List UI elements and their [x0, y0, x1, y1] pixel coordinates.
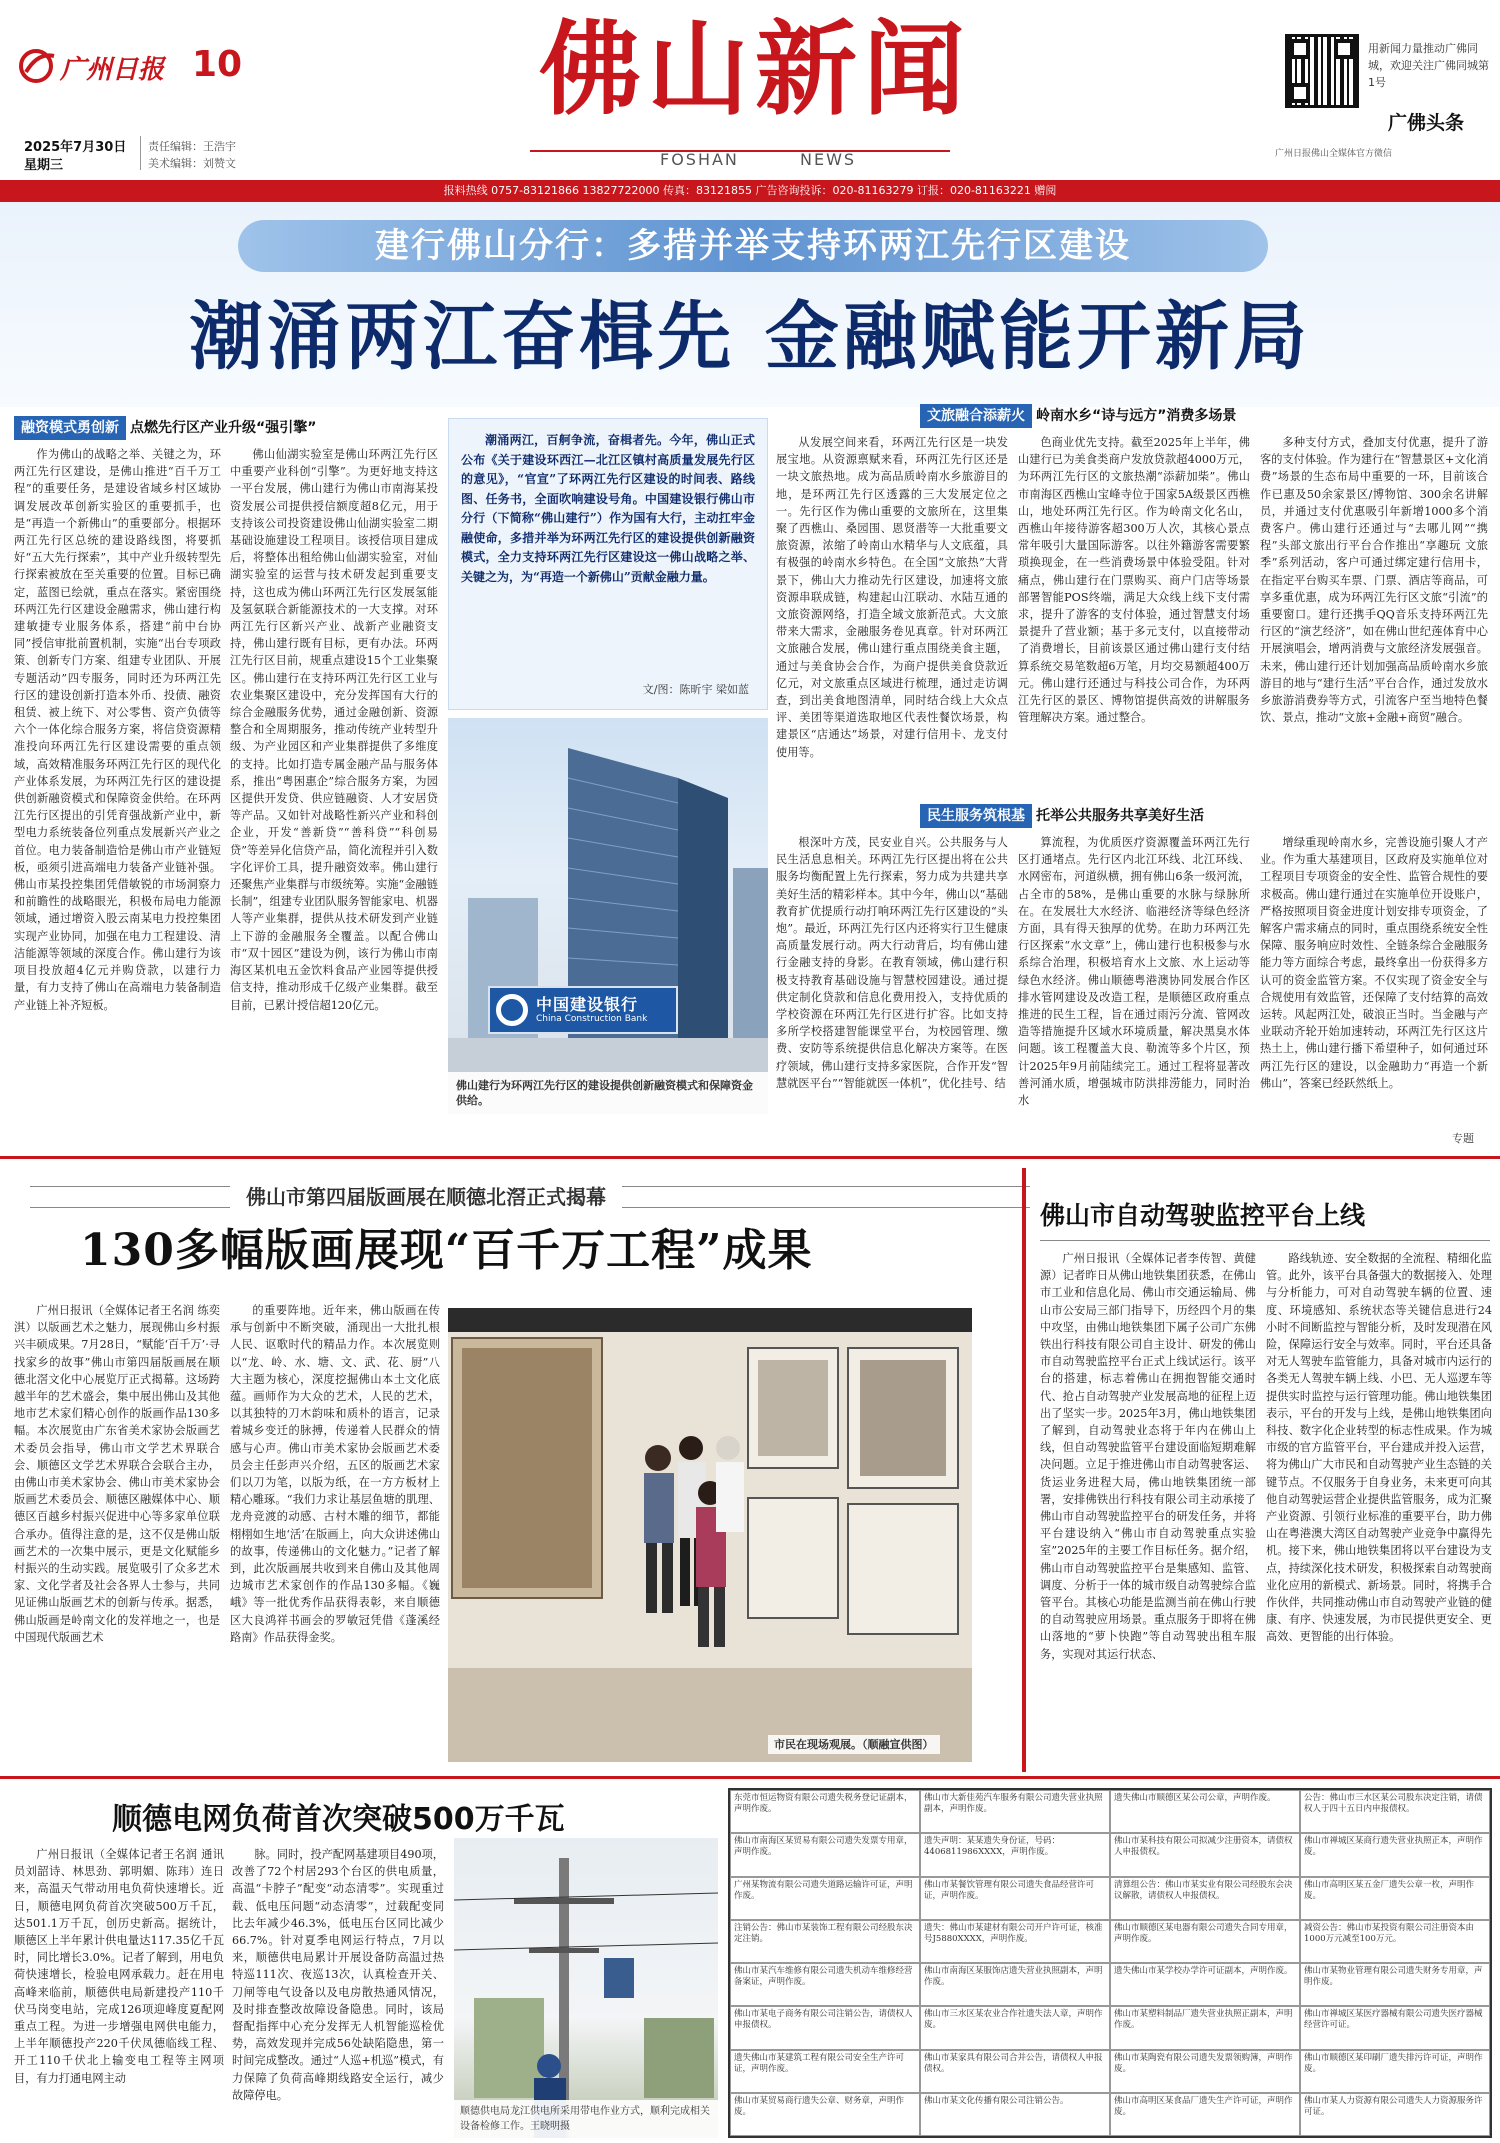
- autodrive-box: [1022, 1168, 1496, 1772]
- classified-ad: 佛山市某餐饮管理有限公司遗失食品经营许可证，声明作废。: [920, 1877, 1110, 1920]
- title-en-news: NEWS: [800, 150, 857, 169]
- prints-headline: 130多幅版画展现“百千万工程”成果: [80, 1225, 813, 1276]
- hotline-bar: [0, 180, 1500, 202]
- newspaper-logo: [16, 46, 176, 86]
- classified-ad: 佛山市某塑料制品厂遗失营业执照正副本，声明作废。: [1110, 2006, 1300, 2049]
- qr-code: [1285, 34, 1359, 108]
- classified-ad: 遗失佛山市某学校办学许可证副本，声明作废。: [1110, 1963, 1300, 2006]
- prints-photo-caption: 市民在现场观展。（顺融宣供图）: [768, 1735, 940, 1754]
- classified-ad: 佛山市大新佳苑汽车服务有限公司遗失营业执照副本，声明作废。: [920, 1790, 1110, 1833]
- masthead: [0, 0, 1500, 178]
- brand-icon: [16, 46, 60, 86]
- classified-ad: 佛山市顺德区某电器有限公司遗失合同专用章，声明作废。: [1110, 1920, 1300, 1963]
- classified-ad: 遗失佛山市顺德区某公司公章，声明作废。: [1110, 1790, 1300, 1833]
- classified-ad: 佛山市某人力资源有限公司遗失人力资源服务许可证。: [1300, 2093, 1490, 2136]
- section1-title: 点燃先行区产业升级“强引擎”: [130, 420, 317, 436]
- classified-ad: 遗失：佛山市某建材有限公司开户许可证，核准号J5880XXXX，声明作废。: [920, 1920, 1110, 1963]
- lead-photo: [448, 718, 768, 1114]
- classified-ad: 清算组公告：佛山市某实业有限公司经股东会决议解散，请债权人申报债权。: [1110, 1877, 1300, 1920]
- bank-logo-en: China Construction Bank: [536, 1014, 648, 1024]
- brand-name: 广州日报: [60, 55, 165, 85]
- title-en-foshan: FOSHAN: [660, 150, 739, 169]
- grid-col1: 广州日报讯（全媒体记者王名润 通讯员刘韶诗、林思劲、郭明媚、陈玮）连日来，高温天气带动用电负荷快速增长。近日，顺德电网负荷首次突破500万千瓦，达501.1万千瓦，创历史新高。据统计，顺德区上半年累计供电量达117.35亿千瓦时，同比增长3.0%。记者了解到，用电负荷快速增长，检验电网承载力。赶在用电高峰来临前，顺德供电局新建投产110千伏马岗变电站，完成126项迎峰度夏配网重点工程。为进一步增强电网供电能力，上半年顺德投产220千伏凤德临线工程、开工110千伏北上输变电工程等主网项目，有力打通电网主动: [14, 1848, 224, 2085]
- autodrive-headline: 佛山市自动驾驶监控平台上线: [1040, 1201, 1366, 1230]
- gallery-illustration: [448, 1308, 972, 1762]
- classified-ad: 佛山市某贸易商行遗失公章、财务章，声明作废。: [730, 2093, 920, 2136]
- classified-ad: 佛山市南海区某服饰店遗失营业执照副本，声明作废。: [920, 1963, 1110, 2006]
- issue-date: 2025年7月30日: [24, 140, 127, 155]
- classified-ad: 佛山市三水区某农业合作社遗失法人章，声明作废。: [920, 2006, 1110, 2049]
- section3-tag: 民生服务筑根基: [920, 804, 1032, 828]
- divider: [140, 136, 141, 170]
- grid-photo-caption: 顺德供电局龙江供电所采用带电作业方式，顺利完成相关设备检修工作。王晓明摄: [454, 2100, 718, 2138]
- lead-section1-head: [14, 416, 454, 440]
- classified-ad: 注销公告：佛山市某装饰工程有限公司经股东决定注销。: [730, 1920, 920, 1963]
- lead-photo-caption: 佛山建行为环两江先行区的建设提供创新融资模式和保障资金供给。: [448, 1072, 768, 1114]
- lead-banner-area: [0, 202, 1500, 407]
- bank-logo-cn: 中国建设银行: [536, 995, 639, 1014]
- prints-kicker: 佛山市第四届版画展在顺德北滘正式揭幕: [230, 1183, 622, 1211]
- prints-photo: [448, 1308, 972, 1762]
- section-divider: [0, 1156, 1500, 1159]
- classified-ad: 东莞市恒运物资有限公司遗失税务登记证副本，声明作废。: [730, 1790, 920, 1833]
- classified-ad: 佛山市顺德区某印刷厂遗失排污许可证，声明作废。: [1300, 2050, 1490, 2093]
- classified-ad: 佛山市某科技有限公司拟减少注册资本，请债权人申报债权。: [1110, 1833, 1300, 1876]
- classified-ad: 遗失佛山市某建筑工程有限公司安全生产许可证，声明作废。: [730, 2050, 920, 2093]
- editor-credit: 责任编辑：王浩宇: [148, 140, 236, 153]
- lead-intro-box: [448, 418, 768, 710]
- section1-tag: 融资模式勇创新: [14, 416, 126, 440]
- lead-banner-text: 建行佛山分行：多措并举支持环两江先行区建设: [375, 226, 1131, 266]
- prints-col1: 广州日报讯（全媒体记者王名润 练奕淇）以版画艺术之魅力，展现佛山乡村振兴丰硕成果。7月28日，“赋能‘百千万’·寻找家乡的故事”佛山市第四届版画展在顺德北滘文化中心展览厅正式揭幕。这场跨越半年的艺术盛会，集中展出佛山及其他地市艺术家们精心创作的版画作品130多幅。本次展览由广东省美术家协会版画艺术委员会指导，佛山市文学艺术界联合会、顺德区文学艺术界联合会联合主办，由佛山市美术家协会、佛山市美术家协会版画艺术委员会、顺德区融媒体中心、顺德区百越乡村振兴促进中心等多家单位联合承办。值得注意的是，这不仅是佛山版画艺术的一次集中展示，更是文化赋能乡村振兴的生动实践。展览吸引了众多艺术家、文化学者及社会各界人士参与，共同见证佛山版画艺术的创新与传承。据悉，佛山版画是岭南文化的发祥地之一，也是中国现代版画艺术: [14, 1304, 220, 1644]
- hotline-text: 报料热线 0757-83121866 13827722000 传真：83121855 广告咨询投诉：020-81163279 订报：020-81163221 赠阅: [443, 184, 1057, 197]
- bank-logo-icon: [496, 994, 528, 1026]
- lead-intro-byline: 文/图：陈昕宇 梁如蓝: [642, 683, 749, 696]
- skyscraper-illustration: [448, 718, 768, 1114]
- classified-ad: 佛山市某家具有限公司合并公告，请债权人申报债权。: [920, 2050, 1110, 2093]
- bank-sign: [488, 986, 678, 1034]
- classified-ad: 佛山市某电子商务有限公司注销公告，请债权人申报债权。: [730, 2006, 920, 2049]
- classified-ads: [728, 1788, 1492, 2138]
- power-pole-illustration: [454, 1838, 718, 2138]
- classified-ad: 佛山市高明区某五金厂遗失公章一枚，声明作废。: [1300, 1877, 1490, 1920]
- art-editor-credit: 美术编辑：刘赞文: [148, 157, 236, 170]
- classified-ad: 佛山市禅城区某医疗器械有限公司遗失医疗器械经营许可证。: [1300, 2006, 1490, 2049]
- grid-headline: 顺德电网负荷首次突破500万千瓦: [112, 1802, 565, 1837]
- qr-sub: 广州日报佛山全媒体官方微信: [1275, 149, 1393, 159]
- classified-ad: 广州某物流有限公司遗失道路运输许可证，声明作废。: [730, 1877, 920, 1920]
- classified-ad: 佛山市某物业管理有限公司遗失财务专用章，声明作废。: [1300, 1963, 1490, 2006]
- lead-intro: 潮涌两江，百舸争流，奋楫者先。今年，佛山正式公布《关于建设环西江—北江区镇村高质量发展先行区的意见》，“官宣”了环两江先行区建设的时间表、路线图、任务书，全面吹响建设号角。中国建设银行佛山市分行（下简称“佛山建行”）作为国有大行，主动扛牢金融使命，多措并举为环两江先行区的建设提供创新融资模式，全力支持环两江先行区建设这一佛山战略之举、关键之为，为“再造一个新佛山”贡献金融力量。: [461, 433, 755, 584]
- lead-col8: 增绿重现岭南水乡，完善设施引聚人才产业。作为重大基建项目，区政府及实施单位对工程项目专项资金的安全性、监管合规性的要求极高。佛山建行通过在实施单位开设账户，严格按照项目资金进度计划安排专项资金，了解客户需求痛点的同时，重点围绕系统安全性保障、服务响应时效性、全链条综合金融服务能力等方面综合考虑，最终拿出一份获得多方认可的资金监管方案。不仅实现了资金安全与合规使用有效监管，还保障了支付结算的高效运转。风起两江处，破浪正当时。当金融与产业联动齐轮开始加速转动，环两江先行区这片热土上，佛山建行播下希望种子，如何通过环两江先行区的建设，以金融助力“再造一个新佛山”，答案已经跃然纸上。: [1260, 836, 1488, 1090]
- lead-col1: 作为佛山的战略之举、关键之为，环两江先行区建设，是佛山推进“百千万工程”的重要任务，是建设省域乡村区域协调发展改革创新实验区的重要抓手，也是“再造一个新佛山”的重要部分。根据环两江先行区总统的建设路线图，将要抓好“五大先行探索”，其中产业升级转型先行探索被放在至关重要的位置。目标已确定，蓝图已绘就，重点在落实。紧密围绕环两江先行区建设金融需求，佛山建行构建敏捷专业服务体系，搭建“前中台协同”授信审批前置机制，实施“出台专项政策、创新专门方案、组建专业团队、开展专题活动”四专服务，同时还为环两江先行区的建设创新打造本外币、投债、融资租赁、被上统下、对公零售、资产负债等六个一体化综合服务方案，将信贷资源精准投向环两江先行区建设需要的重点领域，高效精准服务环两江先行区的现代化产业体系发展，为环两江先行区的建设提供创新融资模式和保障资金供给。在环两江先行区提出的引凭育强战新产业中，新型电力系统装备位列重点发展新兴产业之首位。电力装备制造恰是佛山市产业链短板，亟须引进高端电力装备产业链补强。佛山市某投控集团凭借敏锐的市场洞察力和前瞻性的战略眼光，积极布局电力能源领域，通过增资入股云南某电力投控集团实现产业协同，加强在电力工程建设、清洁能源等领域的深度合作。佛山建行为该项目投放超4亿元并购贷款，以建行力量，有力支持了佛山在高端电力装备制造产业链上补齐短板。: [14, 448, 221, 1012]
- section3-title: 托举公共服务共享美好生活: [1036, 808, 1204, 824]
- lead-col2: 佛山仙湖实验室是佛山环两江先行区中重要产业科创“引擎”。为更好地支持这一平台发展，佛山建行为佛山市南海某投资发展公司提供授信额度超8亿元，用于支持该公司投资建设佛山仙湖实验室二期基础设施建设工程项目。该授信项目建成后，将整体出租给佛山仙湖实验室，对仙湖实验室的运营与技术研发起到重要支持，这也成为佛山环两江先行区发展氢能及氢氨联合新能源技术的一大支撑。对环两江先行区新兴产业、战新产业融资支持，佛山建行既有目标，更有办法。环两江先行区目前，规重点建设15个工业集聚区。佛山建行在支持环两江先行区工业与农业集聚区建设中，充分发挥国有大行的综合金融服务优势，通过金融创新、资源整合和全周期服务，推动传统产业转型升级、为产业园区和产业集群提供了多维度的支持。比如打造专属金融产品与服务体系，推出“粤困惠企”综合服务方案，为园区提供开发贷、供应链融资、人才安居贷等产品。又如针对战略性新兴产业和科创企业，开发“善新贷”“善科贷”“科创易贷”等差异化信贷产品，简化流程并引入数字化评价工具，提升融资效率。佛山建行还聚焦产业集群与市级统筹。实施“金融链长制”，组建专业团队服务智能家电、机器人等产业集群，提供从技术研发到产业链上下游的金融服务全覆盖。以配合佛山市“双十园区”建设为例，该行为佛山市南海区某机电五金饮料食品产业园等提供授信支持，推动形成千亿级产业集群。截至目前，已累计授信超120亿元。: [230, 448, 438, 1012]
- classified-ad: 佛山市南海区某贸易有限公司遗失发票专用章，声明作废。: [730, 1833, 920, 1876]
- lead-col5: 多种支付方式，叠加支付优惠，提升了游客的支付体验。作为建行在“智慧景区+文化消费”场景的生态布局中重要的一环，目前该合作已惠及50余家景区/博物馆、300余名讲解员，并通过支付优惠吸引年新增1000多个消费客户。佛山建行还通过与“去哪儿网”“携程”头部文旅出行平台合作推出“享趣玩 文旅季”系列活动，客户可通过绑定建行信用卡，在指定平台购买车票、门票、酒店等商品，可享多重优惠，成为环两江先行区文旅“引流”的重要窗口。建行还携手QQ音乐支持环两江先行区的“演艺经济”，如在佛山世纪莲体育中心开展演唱会，增两消费与文旅经济发展强音。未来，佛山建行还计划加强高品质岭南水乡旅游目的地与“建行生活”平台合作，通过发放水乡旅游消费券等方式，引流客户至当地特色餐饮、景点，推动“文旅+金融+商贸”融合。: [1260, 436, 1488, 725]
- classified-ad: 佛山市某陶瓷有限公司遗失发票领购簿，声明作废。: [1110, 2050, 1300, 2093]
- qr-brand: 广佛头条: [1388, 112, 1465, 134]
- grid-photo: [454, 1838, 718, 2138]
- lead-section2-head: [920, 404, 1340, 428]
- section-divider-2: [0, 1776, 1500, 1779]
- page-title: 佛山新闻: [539, 10, 971, 130]
- autodrive-rule: [1040, 1240, 1490, 1241]
- lead-col3: 从发展空间来看，环两江先行区是一块发展宝地。从资源禀赋来看，环两江先行区还是一块文旅热地。成为高品质岭南水乡旅游目的地，是环两江先行区透露的三大发展定位之一。先行区作为佛山重要的文旅所在，这里集聚了西樵山、桑园围、恩贤潜等一大批重要文旅资源，浓缩了岭南山水精华与人文底蕴，具有极强的岭南水乡特色。在全国“文旅热”大背景下，佛山大力推动先行区建设，加速将文旅资源串联成链，构建起山江联动、水陆互通的文旅资源网络，打造全域文旅新范式。大文旅带来大需求，金融服务卷见真章。针对环两江文旅融合发展，佛山建行重点围绕美食主题，通过与美食协会合作，为商户提供美食贷款近亿元，对文旅重点区域进行梳理，通过走访调查，到岀美食地图清单，同时结合线上大众点评、美团等渠道选取地区代表性餐饮场景，构建景区“店通达”场景，对建行信用卡、龙支付使用等。: [776, 436, 1008, 759]
- lead-col7: 算流程，为优质医疗资源覆盖环两江先行区打通堵点。先行区内北江环线、北江环线、水网密布，河道纵横，拥有佛山6条一级河流，占全市的58%，是佛山重要的水脉与绿脉所在。在发展壮大水经济、临港经济等绿色经济方面，具有得天独厚的优势。在助力环两江先行区探索“水文章”上，佛山建行也积极参与水系综合治理，积极培育水上文旅、水上运动等绿色水经济。佛山顺德粤港澳协同发展合作区排水管网建设及改造工程，是顺德区政府重点推进的民生工程，旨在通过雨污分流、管网改造等措施提升区域水环境质量，解决黑臭水体问题。该工程覆盖大良、勒流等多个片区，预计2025年9月前陆续完工。通过工程将显著改善河涌水质，增强城市防洪排涝能力，同时治水: [1018, 836, 1250, 1108]
- lead-col6: 根深叶方茂，民安业自兴。公共服务与人民生活息息相关。环两江先行区提出将在公共服务均衡配置上先行探索，努力成为共建共享美好生活的精彩样本。其中今年，佛山以“基础教育扩优提质行动打响环两江先行区建设的“头炮”。最近，环两江先行区内还将实行卫生健康高质量发展行动。两大行动背后，均有佛山建行金融支持的身影。在教育领域，佛山建行积极支持教育基础设施与智慧校园建设。通过提供定制化贷款和信息化费用投入，支持优质的学校资源在环两江先行区进行扩容。比如支持多所学校搭建智能课堂平台，为校园管理、缴费、安防等系统提供信息化解决方案等。在医疗领域，佛山建行支持多家医院，合作开发“智慧就医平台”“智能就医一体机”，优化挂号、结: [776, 836, 1008, 1090]
- lead-section3-head: [920, 804, 1340, 828]
- autodrive-col1: 广州日报讯（全媒体记者李传智、黄健源）记者昨日从佛山地铁集团获悉，在佛山市工业和信息化局、佛山市交通运输局、佛山市公安局三部门指导下，历经四个月的集中攻坚，由佛山地铁集团下属子公司广东佛铁出行科技有限公司自主设计、研发的佛山市自动驾驶监控平台正式上线试运行。该平台的搭建，标志着佛山在拥抱智能交通时代、抢占自动驾驶产业发展高地的征程上迈出了坚实一步。2025年3月，佛山地铁集团了解到，自动驾驶业态将于年内在佛山上线，但自动驾驶监管平台建设面临短期难解决问题。立足于推进佛山市自动驾驶客运、货运业务进程大局，佛山地铁集团统一部署，安排佛铁出行科技有限公司主动承接了佛山市自动驾驶监控平台的研发任务，并将平台建设纳入“佛山市自动驾驶重点实验室”2025年的主要工作目标任务。据介绍，佛山市自动驾驶监控平台是集感知、监管、调度、分析于一体的城市级自动驾驶综合监管平台。其核心功能是监测当前在佛山行驶的自动驾驶应用场景。重点服务于即将在佛山落地的“萝卜快跑”等自动驾驶出租车服务，实现对其运行状态、: [1040, 1252, 1256, 1661]
- page-number: 10: [192, 44, 243, 85]
- prints-col2: 的重要阵地。近年来，佛山版画在传承与创新中不断突破，涌现出一大批扎根人民、讴歌时代的精品力作。本次展览则以“龙、岭、水、塘、文、武、花、厨”八大主题为核心，深度挖掘佛山本土文化底蕴。画师作为大众的艺术，人民的艺术，以其独特的刀木韵味和质朴的语言，记录着城乡变迁的脉搏，传递着人民群众的情感与心声。佛山市美术家协会版画艺术委员会主任彭声兴介绍，五区的版画艺术家们以刀为笔，以版为纸，在一方方板材上精心雕琢。“我们力求让基层鱼塘的肌理、龙舟竞渡的动感、古村木雕的细节，都能栩栩如生地‘活’在版画上，向大众讲述佛山的故事，传递佛山的文化魅力。”记者了解到，此次版画展共收到来自佛山及其他周边城市艺术家创作的作品130多幅。《巍峨》等一批优秀作品获得表彰，来自顺德区大良鸿祥书画会的罗敏冠凭借《蓬溪经路南》作品获得金奖。: [230, 1304, 440, 1644]
- lead-banner: [238, 220, 1268, 272]
- lead-author-tag: 专题: [1452, 1132, 1474, 1145]
- section2-tag: 文旅融合添薪火: [920, 404, 1032, 428]
- classified-ad: 佛山市某汽车维修有限公司遗失机动车维修经营备案证，声明作废。: [730, 1963, 920, 2006]
- autodrive-col2: 路线轨迹、安全数据的全流程、精细化监管。此外，该平台具备强大的数据接入、处理与分析能力，可对自动驾驶车辆的位置、速度、环境感知、系统状态等关键信息进行24小时不间断监控与智能分析，及时发现潜在风险，保障运行安全与效率。同时，平台还具备对无人驾驶车监管能力，具备对城市内运行的各类无人驾驶车辆上线、小巴、无人巡逻车等提供实时监控与运行管理功能。佛山地铁集团表示，平台的开发与上线，是佛山地铁集团向科技、数字化企业转型的标志性成果。作为城市级的官方监管平台，平台建成并投入运营，将为佛山广大市民和自动驾驶产业生态链的关键节点。不仅服务于自身业务，未来更可向其他自动驾驶运营企业提供监管服务，成为汇聚产业资源、引领行业标准的重要平台，助力佛山在粤港澳大湾区自动驾驶产业竞争中赢得先机。接下来，佛山地铁集团将以平台建设为支点，持续深化技术研发，积极探索自动驾驶商业化应用的新模式、新场景。同时，将携手合作伙伴，共同推动佛山市自动驾驶产业链的健康、有序、快速发展，为市民提供更安全、更高效、更智能的出行体验。: [1266, 1252, 1492, 1644]
- grid-col2: 脉。同时，投产配网基建项目490项，改善了72个村居293个台区的供电质量，高温“卡脖子”配变“动态清零”。实现重过载、低电压问题“动态清零”，过载配变同比去年减少46.3%，低电压台区同比减少66.7%。针对夏季电网运行特点，7月以来，顺德供电局累计开展设备防高温过热特巡111次、夜巡13次，认真检查开关、刀闸等电气设备以及电房散热通风情况，及时排查整改故障设备隐患。同时，该局督配指挥中心充分发挥无人机智能巡检优势，高效发现并完成56处缺陷隐患，第一时间完成整改。通过“人巡+机巡”模式，有力保障了负荷高峰期线路安全运行，减少故障停电。: [232, 1848, 444, 2102]
- lead-col4: 色商业优先支持。截至2025年上半年，佛山建行已为美食类商户发放贷款超4000万元，为环两江先行区的文旅热潮“添薪加柴”。佛山市南海区西樵山宝峰寺位于国家5A级景区西樵山，地处环两江先行区。作为岭南文化名山，西樵山年接待游客超300万人次，其核心景点常年吸引大量国际游客。以往外籍游客需要繁琐换现金，在一些消费场景中体验受阻。针对痛点，佛山建行在门票购买、商户门店等场景部署智能POS终端，满足大众线上线下支付需求，提升了游客的支付体验，通过智慧支付场景提升了营业额；基于多元支付，以直接带动了消费增长，目前该景区通过佛山建行支付结算系统交易笔数超6万笔，月均交易额超400万元。佛山建行还通过与科技公司合作，为环两江先行区的景区、博物馆提供高效的讲解服务管理解决方案。通过整合。: [1018, 436, 1250, 725]
- issue-weekday: 星期三: [24, 158, 64, 173]
- classified-ad: 公告：佛山市三水区某公司股东决定注销，请债权人于四十五日内申报债权。: [1300, 1790, 1490, 1833]
- lead-headline: 潮涌两江奋楫先 金融赋能开新局: [189, 294, 1311, 380]
- section2-title: 岭南水乡“诗与远方”消费多场景: [1036, 408, 1237, 424]
- classified-ad: 佛山市禅城区某商行遗失营业执照正本，声明作废。: [1300, 1833, 1490, 1876]
- qr-description: 用新闻力量推动广佛同城，欢迎关注广佛同城第1号: [1368, 42, 1489, 89]
- classified-ad: 佛山市高明区某食品厂遗失生产许可证，声明作废。: [1110, 2093, 1300, 2136]
- title-divider: [530, 150, 950, 152]
- classified-ad: 遗失声明：某某遗失身份证，号码：4406811986XXXX，声明作废。: [920, 1833, 1110, 1876]
- classified-ad: 减资公告：佛山市某投资有限公司注册资本由1000万元减至100万元。: [1300, 1920, 1490, 1963]
- classified-ad: 佛山市某文化传播有限公司注销公告。: [920, 2093, 1110, 2136]
